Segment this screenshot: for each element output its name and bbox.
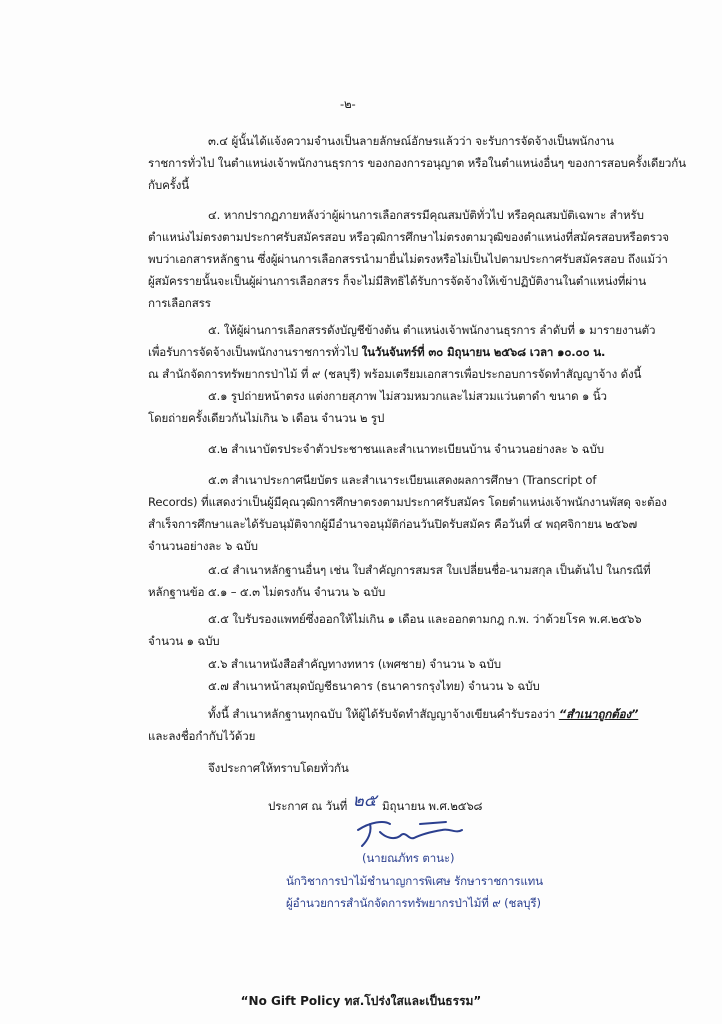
date-suffix: มิถุนายน พ.ศ.๒๕๖๘ xyxy=(381,799,483,813)
footer-policy: “No Gift Policy ทส.โปร่งใสและเป็นธรรม” xyxy=(240,994,482,1008)
item-5-4-line2: หลักฐานข้อ ๕.๑ – ๕.๓ ไม่ตรงกัน จำนวน ๖ ฉบับ xyxy=(148,585,386,599)
report-date-emphasis: ในวันจันทร์ที่ ๓๐ มิถุนายน ๒๕๖๘ เวลา ๑๐.๐๐ น. xyxy=(361,345,606,359)
para-4-line3: พบว่าเอกสารหลักฐาน ซึ่งผู้ผ่านการเลือกสรรนำมายื่นไม่ตรงหรือไม่เป็นไปตามประกาศรับสมัครสอบ ถึงแม้ว่า xyxy=(148,252,668,266)
announcement: จึงประกาศให้ทราบโดยทั่วกัน xyxy=(208,761,349,775)
date-prefix: ประกาศ ณ วันที่ xyxy=(268,799,348,813)
item-5-1-line2: โดยถ่ายครั้งเดียวกันไม่เกิน ๖ เดือน จำนวน ๒ รูป xyxy=(148,411,385,425)
signer-title-line2: ผู้อำนวยการสำนักจัดการทรัพยากรป่าไม้ที่ ๙ (ชลบุรี) xyxy=(286,896,541,910)
para-3-4-line2: ราชการทั่วไป ในตำแหน่งเจ้าพนักงานธุรการ ของกองการอนุญาต หรือในตำแหน่งอื่นๆ ของการสอบครั้งเดียวกัน xyxy=(148,156,686,170)
para-4-line2: ตำแหน่งไม่ตรงตามประกาศรับสมัครสอบ หรือวุฒิการศึกษาไม่ตรงตามวุฒิของตำแหน่งที่สมัครสอบหรือตรวจ xyxy=(148,230,669,244)
item-5-4-line1: ๕.๔ สำเนาหลักฐานอื่นๆ เช่น ใบสำคัญการสมรส ใบเปลี่ยนชื่อ-นามสกุล เป็นต้นไป ในกรณีที่ xyxy=(208,563,651,577)
para-3-4-line3: กับครั้งนี้ xyxy=(148,178,190,192)
para-3-4-line1: ๓.๔ ผู้นั้นได้แจ้งความจำนงเป็นลายลักษณ์อักษรแล้วว่า จะรับการจัดจ้างเป็นพนักงาน xyxy=(208,134,614,148)
para-5-line1: ๕. ให้ผู้ผ่านการเลือกสรรดังบัญชีข้างต้น ตำแหน่งเจ้าพนักงานธุรการ ลำดับที่ ๑ มารายงานตัว xyxy=(208,323,656,337)
para-5-line3: ณ สำนักจัดการทรัพยากรป่าไม้ ที่ ๙ (ชลบุรี) พร้อมเตรียมเอกสารเพื่อประกอบการจัดทำสัญญาจ้าง ดังนี้ xyxy=(148,367,642,381)
item-5-1-line1: ๕.๑ รูปถ่ายหน้าตรง แต่งกายสุภาพ ไม่สวมหมวกและไม่สวมแว่นตาดำ ขนาด ๑ นิ้ว xyxy=(208,389,607,403)
closing-line2: และลงชื่อกำกับไว้ด้วย xyxy=(148,729,256,743)
item-5-6: ๕.๖ สำเนาหนังสือสำคัญทางทหาร (เพศชาย) จำนวน ๖ ฉบับ xyxy=(208,657,501,671)
signer-name: (นายณภัทร ตานะ) xyxy=(362,851,455,865)
closing-line1 xyxy=(208,706,638,722)
certified-copy-phrase: “สำเนาถูกต้อง” xyxy=(558,707,639,721)
signature-mark xyxy=(350,810,480,855)
para-4-line4: ผู้สมัครรายนั้นจะเป็นผู้ผ่านการเลือกสรร ก็จะไม่มีสิทธิได้รับการจัดจ้างให้เข้าปฏิบัติงานในตำแหน่งที่ผ่าน xyxy=(148,274,647,288)
item-5-3-line2: Records) ที่แสดงว่าเป็นผู้มีคุณวุฒิการศึกษาตรงตามประกาศรับสมัคร โดยตำแหน่งเจ้าพนักงานพัสดุ จะต้อง xyxy=(148,495,667,509)
item-5-3-line3: สำเร็จการศึกษาและได้รับอนุมัติจากผู้มีอำนาจอนุมัติก่อนวันปิดรับสมัคร คือวันที่ ๔ พฤศจิกายน ๒๕๖๗ xyxy=(148,517,638,531)
item-5-3-line1: ๕.๓ สำเนาประกาศนียบัตร และสำเนาระเบียนแสดงผลการศึกษา (Transcript of xyxy=(208,473,597,487)
closing-text: ทั้งนี้ สำเนาหลักฐานทุกฉบับ ให้ผู้ได้รับจัดทำสัญญาจ้างเขียนคำรับรองว่า xyxy=(208,707,556,721)
para-4-line1: ๔. หากปรากฏภายหลังว่าผู้ผ่านการเลือกสรรมีคุณสมบัติทั่วไป หรือคุณสมบัติเฉพาะ สำหรับ xyxy=(208,208,644,222)
item-5-7: ๕.๗ สำเนาหน้าสมุดบัญชีธนาคาร (ธนาคารกรุงไทย) จำนวน ๖ ฉบับ xyxy=(208,679,540,693)
item-5-5-line1: ๕.๕ ใบรับรองแพทย์ซึ่งออกให้ไม่เกิน ๑ เดือน และออกตามกฎ ก.พ. ว่าด้วยโรค พ.ศ.๒๕๖๖ xyxy=(208,612,642,626)
item-5-3-line4: จำนวนอย่างละ ๖ ฉบับ xyxy=(148,539,258,553)
page-number: -๒- xyxy=(340,97,356,111)
para-5-line2-text: เพื่อรับการจัดจ้างเป็นพนักงานราชการทั่วไป xyxy=(148,345,359,359)
para-5-line2 xyxy=(148,344,605,360)
signer-title-line1: นักวิชาการป่าไม้ชำนาญการพิเศษ รักษาราชการแทน xyxy=(286,874,543,888)
handwritten-day: ๒๕ xyxy=(352,791,377,811)
item-5-5-line2: จำนวน ๑ ฉบับ xyxy=(148,634,220,648)
para-4-line5: การเลือกสรร xyxy=(148,296,211,310)
item-5-2: ๕.๒ สำเนาบัตรประจำตัวประชาชนและสำเนาทะเบียนบ้าน จำนวนอย่างละ ๖ ฉบับ xyxy=(208,442,604,456)
